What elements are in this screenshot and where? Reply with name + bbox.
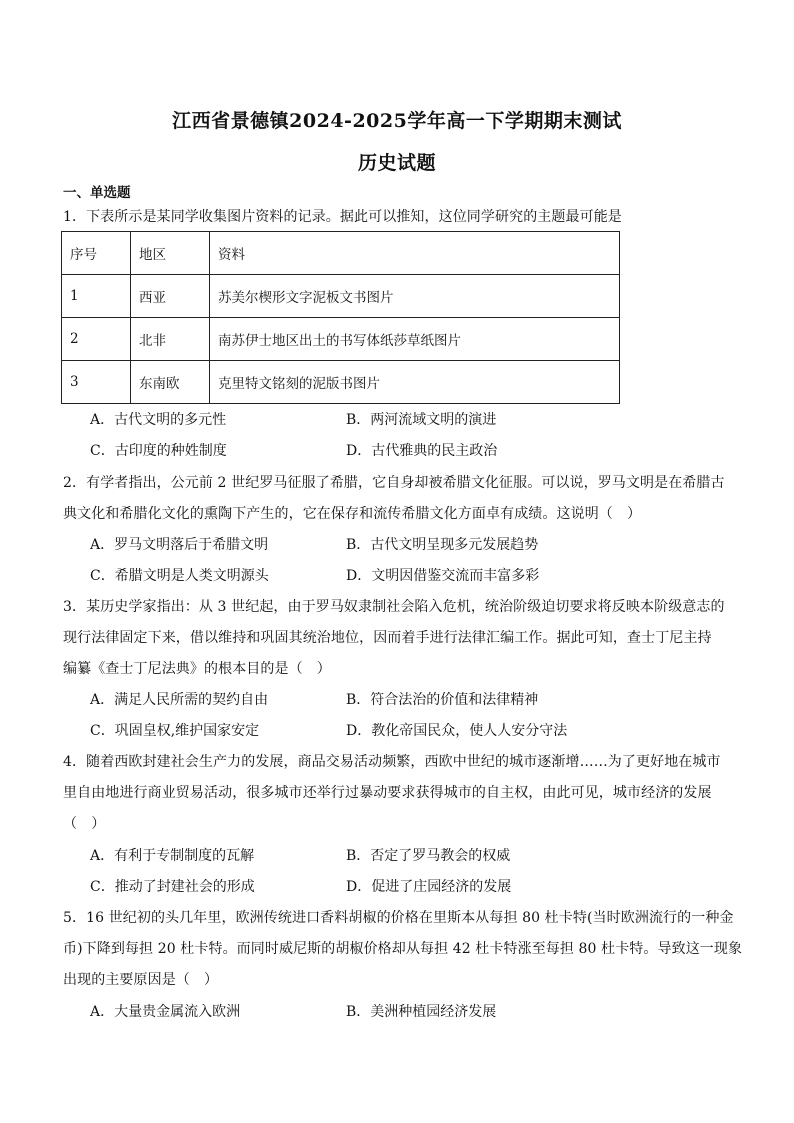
table-header-cell: 序号: [62, 232, 131, 275]
question-4-option-b[interactable]: B．否定了罗马教会的权威: [346, 848, 511, 864]
section-label: 一、单选题: [63, 185, 131, 201]
question-4-line: 里自由地进行商业贸易活动，很多城市还举行过暴动要求获得城市的自主权，由此可见，城市经济的发展: [63, 785, 712, 801]
question-5-option-a[interactable]: A．大量贵金属流入欧洲: [90, 1004, 241, 1020]
question-3-option-c[interactable]: C．巩固皇权,维护国家安定: [90, 723, 260, 739]
exam-title: 江西省景德镇2024-2025学年高一下学期期末测试: [172, 110, 622, 132]
question-4-line: （ ）: [63, 816, 106, 832]
table-cell: 北非: [131, 318, 210, 361]
question-3-line: 编纂《查士丁尼法典》的根本目的是（ ）: [63, 661, 331, 677]
question-4-line: 4．随着西欧封建社会生产力的发展，商品交易活动频繁，西欧中世纪的城市逐渐增……为了更好地在城市: [63, 754, 721, 770]
table-header-row: [62, 232, 620, 275]
question-3-option-b[interactable]: B．符合法治的价值和法律精神: [346, 692, 539, 708]
table-cell: 苏美尔楔形文字泥板文书图片: [210, 275, 620, 318]
question-2-option-d[interactable]: D．文明因借鉴交流而丰富多彩: [346, 568, 540, 584]
question-4-option-a[interactable]: A．有利于专制制度的瓦解: [90, 848, 255, 864]
question-4-option-c[interactable]: C．推动了封建社会的形成: [90, 879, 255, 895]
question-2-option-a[interactable]: A．罗马文明落后于希腊文明: [90, 537, 269, 553]
question-5-line: 币)下降到每担 20 杜卡特。而同时威尼斯的胡椒价格却从每担 42 杜卡特涨至每担 80 杜卡特。导致这一现象: [63, 941, 743, 957]
question-2-option-c[interactable]: C．希腊文明是人类文明源头: [90, 568, 269, 584]
question-1-option-d[interactable]: D．古代雅典的民主政治: [346, 443, 498, 459]
exam-subtitle: 历史试题: [357, 152, 436, 174]
question-3-option-a[interactable]: A．满足人民所需的契约自由: [90, 692, 269, 708]
resource-table: [61, 231, 620, 404]
table-cell: 2: [62, 318, 131, 361]
table-header-cell: 资料: [210, 232, 620, 275]
question-5-option-b[interactable]: B．美洲种植园经济发展: [346, 1004, 497, 1020]
question-2-option-b[interactable]: B．古代文明呈现多元发展趋势: [346, 537, 539, 553]
table-cell: 克里特文铭刻的泥版书图片: [210, 361, 620, 404]
question-1-option-c[interactable]: C．古印度的种姓制度: [90, 443, 227, 459]
question-1-option-b[interactable]: B．两河流域文明的演进: [346, 412, 497, 428]
question-3-line: 3．某历史学家指出：从 3 世纪起，由于罗马奴隶制社会陷入危机，统治阶级迫切要求将反映本阶级意志的: [63, 599, 725, 615]
question-2-line: 典文化和希腊化文化的熏陶下产生的，它在保存和流传希腊文化方面卓有成绩。这说明（ ）: [63, 506, 642, 522]
question-5-line: 出现的主要原因是（ ）: [63, 972, 219, 988]
table-cell: 南苏伊士地区出土的书写体纸莎草纸图片: [210, 318, 620, 361]
table-cell: 3: [62, 361, 131, 404]
question-4-option-d[interactable]: D．促进了庄园经济的发展: [346, 879, 512, 895]
table-row: [62, 318, 620, 361]
table-header-cell: 地区: [131, 232, 210, 275]
table-cell: 东南欧: [131, 361, 210, 404]
table-row: [62, 361, 620, 404]
question-1-stem: 1．下表所示是某同学收集图片资料的记录。据此可以推知，这位同学研究的主题最可能是: [63, 209, 622, 225]
table-cell: 1: [62, 275, 131, 318]
table-row: [62, 275, 620, 318]
question-5-line: 5．16 世纪初的头几年里，欧洲传统进口香料胡椒的价格在里斯本从每担 80 杜卡特(当时欧洲流行的一种金: [63, 910, 734, 926]
question-3-line: 现行法律固定下来，借以维持和巩固其统治地位，因而着手进行法律汇编工作。据此可知，查士丁尼主持: [63, 630, 712, 646]
question-3-option-d[interactable]: D．教化帝国民众，使人人安分守法: [346, 723, 568, 739]
question-1-option-a[interactable]: A．古代文明的多元性: [90, 412, 227, 428]
table-cell: 西亚: [131, 275, 210, 318]
question-2-line: 2．有学者指出，公元前 2 世纪罗马征服了希腊，它自身却被希腊文化征服。可以说，罗马文明是在希腊古: [63, 475, 725, 491]
